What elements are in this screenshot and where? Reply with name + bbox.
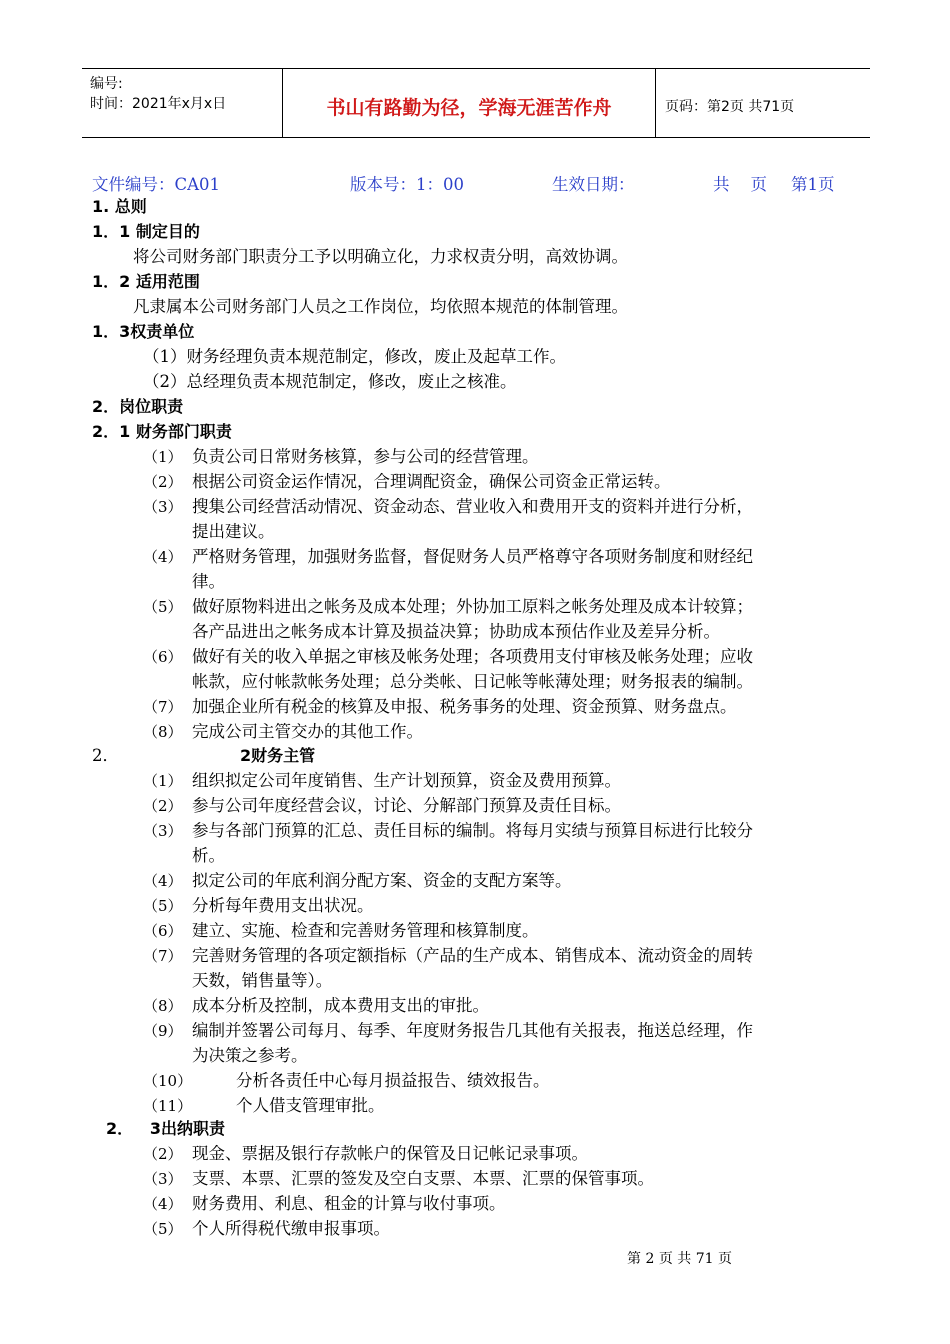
list-item-number: （8） [143,723,183,741]
list-item-number: （2） [143,1145,183,1163]
list-item-number: （6） [143,648,183,666]
footer-text: 第 2 页 共 71 页 [627,1251,732,1267]
list-item-number: （4） [143,872,183,890]
list-item-number: （8） [143,997,183,1015]
list-item-number: （7） [143,947,183,965]
list-item-text: 参与各部门预算的汇总、责任目标的编制。将每月实绩与预算目标进行比较分 [192,821,753,840]
list-item-number: （2） [143,473,183,491]
header-motto-cell [283,69,656,137]
list-item-text: 负责公司日常财务核算，参与公司的经营管理。 [192,447,539,466]
list-item-text: 建立、实施、检查和完善财务管理和核算制度。 [192,921,539,940]
list-item-text: 现金、票据及银行存款帐户的保管及日记帐记录事项。 [192,1144,588,1163]
list-item: （2）总经理负责本规范制定，修改，废止之核准。 [143,372,517,391]
list-item-text: 分析各责任中心每月损益报告、绩效报告。 [236,1071,550,1090]
list-item-text: 个人所得税代缴申报事项。 [192,1219,390,1238]
list-item-number: （3） [143,498,183,516]
list-item-number: （3） [143,1170,183,1188]
list-item-text: 编制并签署公司每月、每季、年度财务报告几其他有关报表，拖送总经理，作 [192,1021,753,1040]
list-item-text: 加强企业所有税金的核算及申报、税务事务的处理、资金预算、财务盘点。 [192,697,737,716]
subsection-title: 1．3权责单位 [92,322,195,341]
section-title: 1. 总则 [92,197,147,216]
list-item-number: （6） [143,922,183,940]
version-number: 版本号：1：00 [350,175,464,194]
list-item-number: （2） [143,797,183,815]
list-item-text: 各产品进出之帐务成本计算及损益决算；协助成本预估作业及差异分析。 [192,622,720,641]
list-item-text: 根据公司资金运作情况，合理调配资金，确保公司资金正常运转。 [192,472,671,491]
list-item-text: 组织拟定公司年度销售、生产计划预算，资金及费用预算。 [192,771,621,790]
page-number: 第1页 [791,175,835,194]
total-pages: 共 页 [713,175,767,194]
list-item-text: 分析每年费用支出状况。 [192,896,374,915]
list-item-text: 搜集公司经营活动情况、资金动态、营业收入和费用开支的资料并进行分析， [192,497,753,516]
paragraph: 凡隶属本公司财务部门人员之工作岗位，均依照本规范的体制管理。 [133,297,628,316]
list-item-number: （1） [143,772,183,790]
page-info: 页码：第2页 共71页 [665,99,795,115]
list-item-text: 参与公司年度经营会议，讨论、分解部门预算及责任目标。 [192,796,621,815]
list-item-number: （3） [143,822,183,840]
subsection-number: 2． [92,746,119,765]
list-item-text: 严格财务管理，加强财务监督，督促财务人员严格尊守各项财务制度和财经纪 [192,547,753,566]
list-item-number: （5） [143,897,183,915]
subsection-title: 2． 3出纳职责 [106,1119,225,1138]
section-title: 2．岗位职责 [92,397,184,416]
motto: 书山有路勤为径，学海无涯苦作舟 [326,97,612,119]
list-item-number: （1） [143,448,183,466]
list-item-text: 为决策之参考。 [192,1046,308,1065]
subsection-title: 1．2 适用范围 [92,272,200,291]
list-item-text: 成本分析及控制，成本费用支出的审批。 [192,996,489,1015]
list-item-text: 个人借支管理审批。 [236,1096,385,1115]
list-item-number: （7） [143,698,183,716]
list-item-text: 做好原物料进出之帐务及成本处理；外协加工原料之帐务处理及成本计较算； [192,597,753,616]
list-item-number: （5） [143,1220,183,1238]
list-item-text: 帐款，应付帐款帐务处理；总分类帐、日记帐等帐薄处理；财务报表的编制。 [192,672,753,691]
list-item-text: 财务费用、利息、租金的计算与收付事项。 [192,1194,506,1213]
list-item-text: 做好有关的收入单据之审核及帐务处理；各项费用支付审核及帐务处理；应收 [192,647,753,666]
list-item-number: （4） [143,548,183,566]
file-number: 文件编号：CA01 [92,175,221,194]
list-item: （1）财务经理负责本规范制定，修改，废止及起草工作。 [143,347,566,366]
paragraph: 将公司财务部门职责分工予以明确立化，力求权责分明，高效协调。 [133,247,628,266]
list-item-number: （10） [143,1072,193,1090]
list-item-text: 完成公司主管交办的其他工作。 [192,722,423,741]
list-item-text: 律。 [192,572,225,591]
list-item-number: （11） [143,1097,193,1115]
header-page-cell [656,69,870,137]
number-label: 编号: [90,76,123,92]
header-info-cell [82,69,283,137]
subsection-title: 2．1 财务部门职责 [92,422,232,441]
list-item-number: （4） [143,1195,183,1213]
list-item-number: （5） [143,598,183,616]
subsection-title: 1．1 制定目的 [92,222,200,241]
effective-date: 生效日期： [552,175,635,194]
header-table [82,68,870,138]
list-item-text: 天数，销售量等）。 [192,971,333,990]
list-item-text: 析。 [192,846,225,865]
list-item-text: 支票、本票、汇票的签发及空白支票、本票、汇票的保管事项。 [192,1169,654,1188]
page-footer [0,1248,950,1268]
time-label: 时间：2021年x月x日 [90,96,227,112]
list-item-text: 提出建议。 [192,522,275,541]
subsection-title: 2财务主管 [240,746,316,765]
list-item-text: 拟定公司的年底利润分配方案、资金的支配方案等。 [192,871,572,890]
list-item-text: 完善财务管理的各项定额指标（产品的生产成本、销售成本、流动资金的周转 [192,946,753,965]
list-item-number: （9） [143,1022,183,1040]
